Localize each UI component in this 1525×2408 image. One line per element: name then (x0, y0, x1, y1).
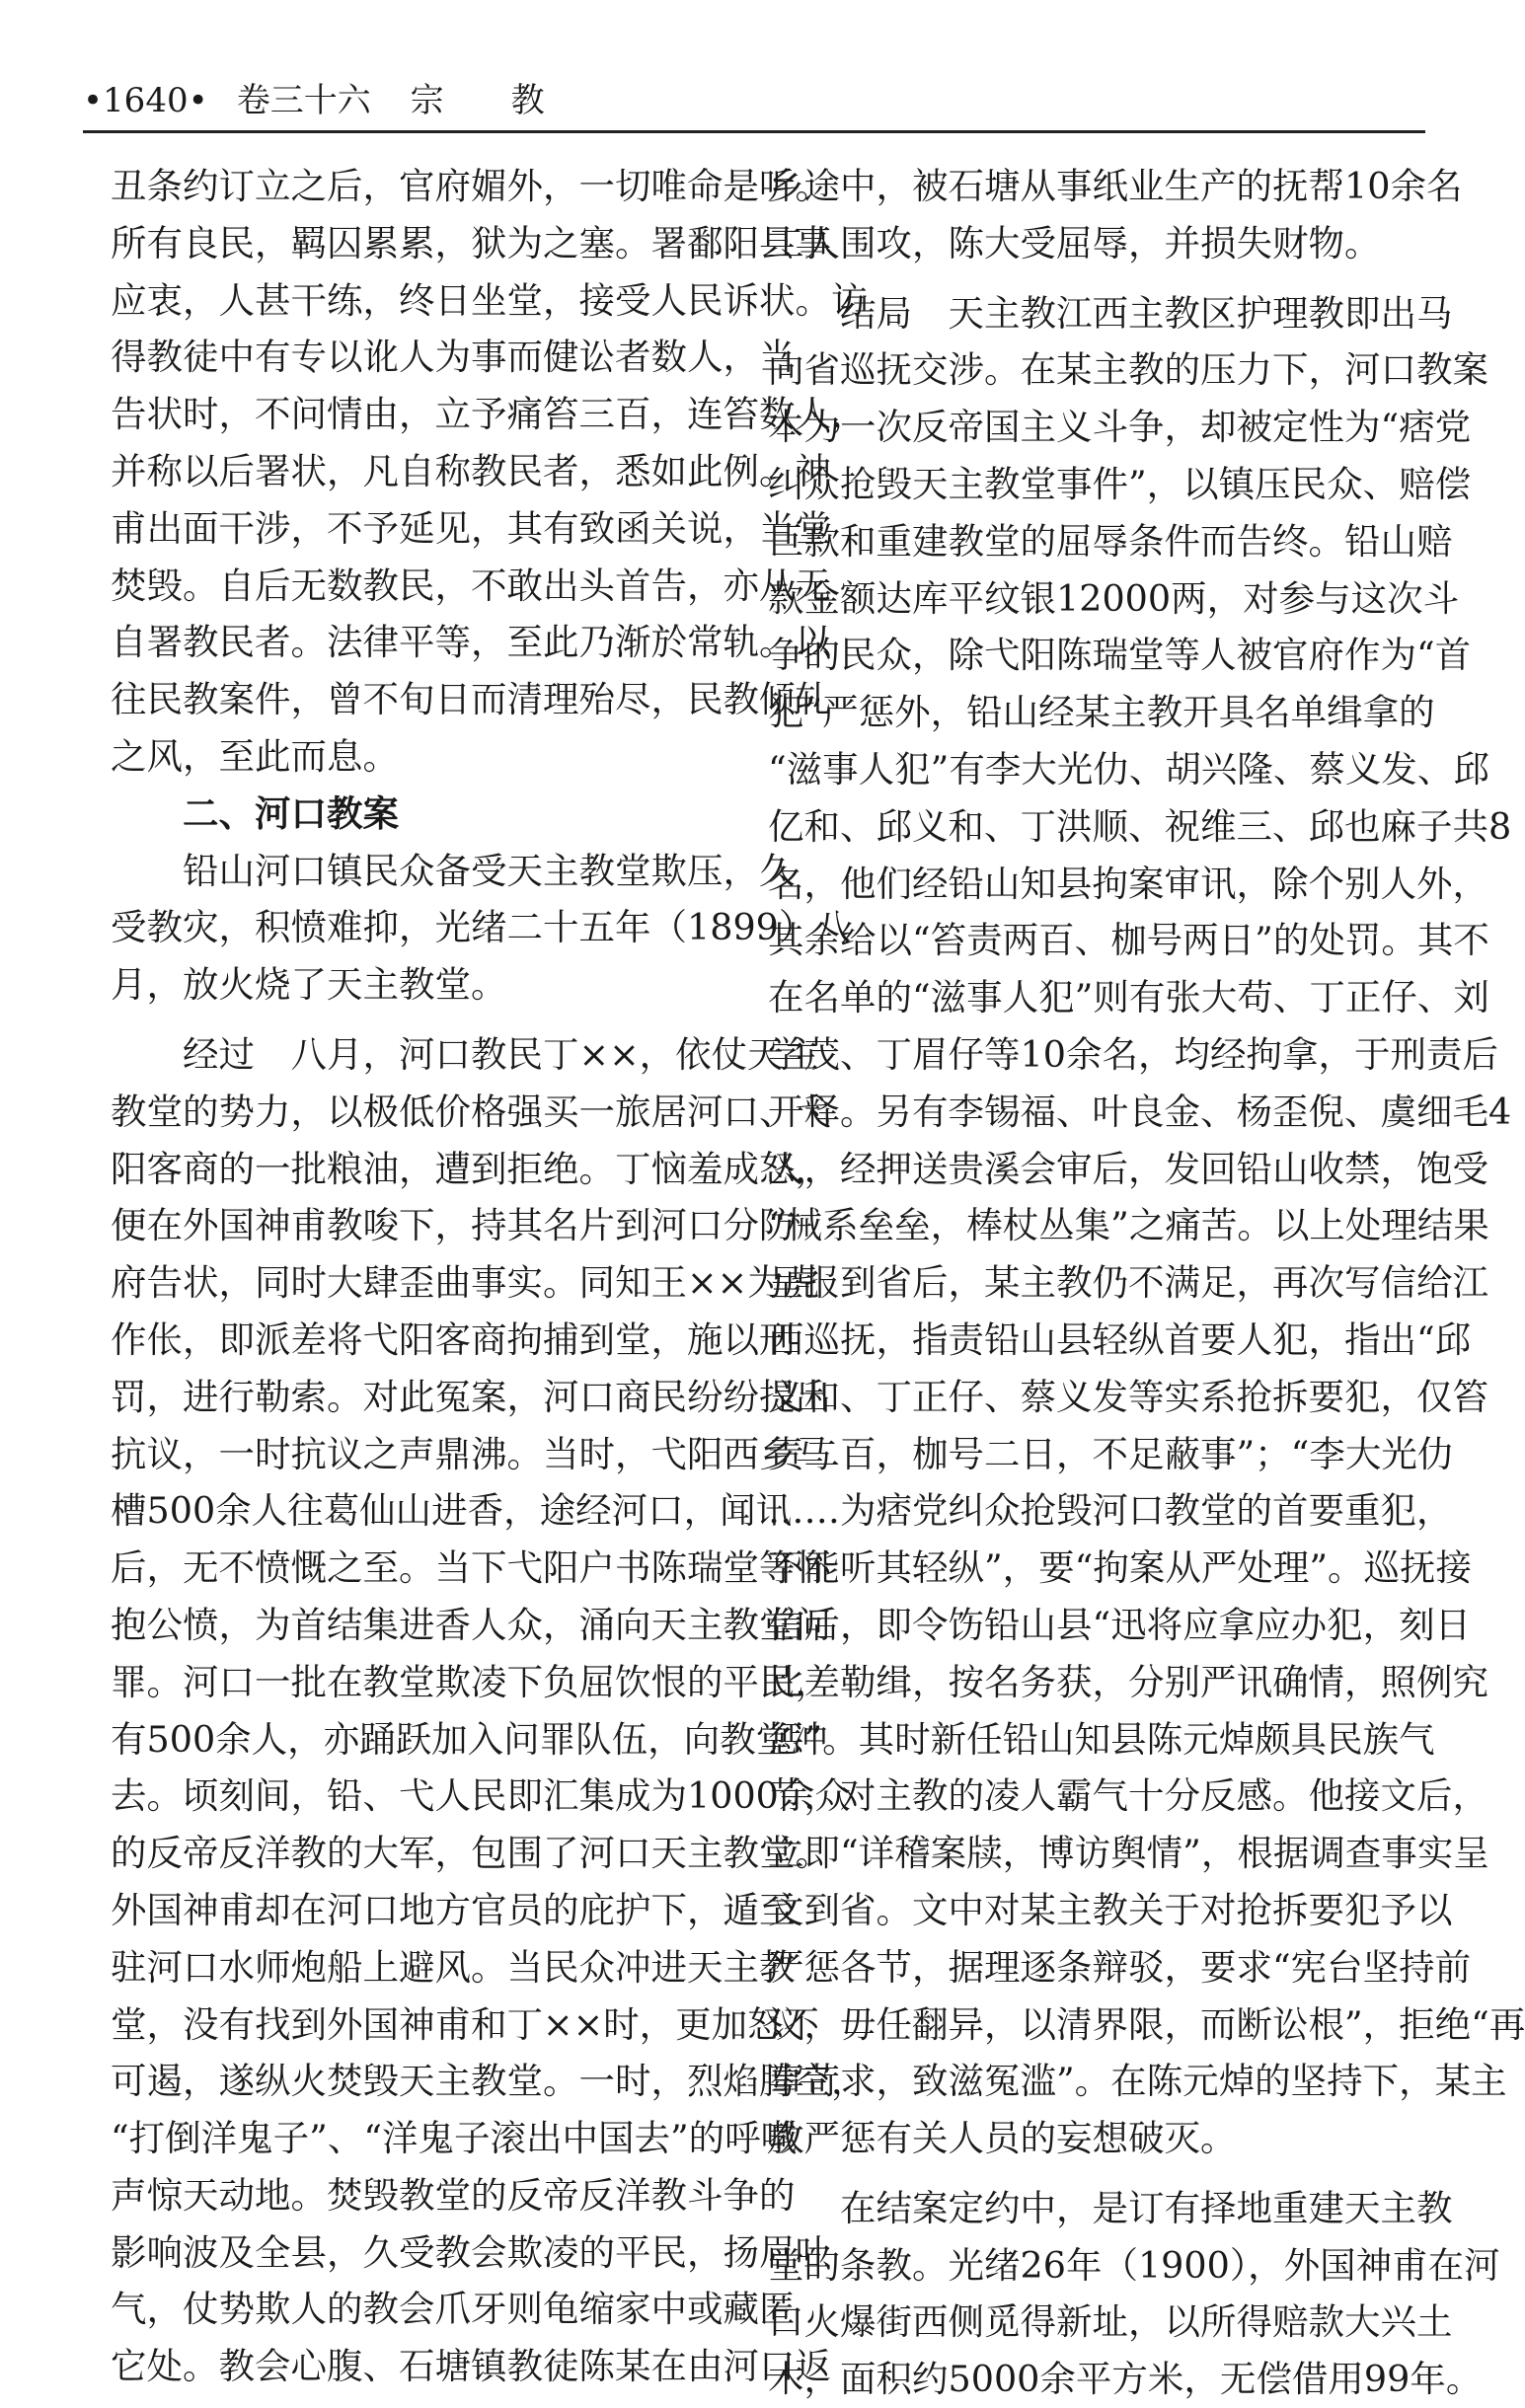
text-line: 阳客商的一批粮油，遭到拒绝。丁恼羞成怒， (111, 1147, 831, 1190)
text-line: 名，他们经铅山知县拘案审讯，除个别人外， (768, 862, 1488, 905)
text-line: 声惊天动地。焚毁教堂的反帝反洋教斗争的 (111, 2173, 796, 2217)
text-line: 便在外国神甫教唆下，持其名片到河口分防 (111, 1204, 796, 1247)
text-line: 在结案定约中，是订有择地重建天主教 (768, 2186, 1453, 2229)
text-line: 影响波及全县，久受教会欺凌的平民，扬眉吐 (111, 2230, 831, 2274)
text-line: 结局 天主教江西主教区护理教即出马 (768, 291, 1453, 335)
text-line: 受教灾，积愤难抑，光绪二十五年（1899）八 (111, 906, 851, 949)
paragraph-gap (111, 1014, 713, 1026)
text-line: 外国神甫却在河口地方官员的庇护下，遁至 (111, 1888, 796, 1931)
page-header (83, 71, 1425, 130)
text-line: 往民教案件，曾不旬日而清理殆尽，民教倾轧 (111, 678, 831, 721)
paragraph-gap (768, 2167, 1370, 2180)
text-line: “滋事人犯”有李大光仂、胡兴隆、蔡义发、邱 (768, 747, 1489, 790)
text-line: 作伥，即派差将弋阳客商拘捕到堂，施以刑 (111, 1317, 796, 1361)
text-line: 西巡抚，指责铅山县轻纵首要人犯，指出“邱 (768, 1317, 1472, 1361)
text-line: 它处。教会心腹、石塘镇教徒陈某在由河口返 (111, 2345, 831, 2388)
text-line: 教严惩有关人员的妄想破灭。 (768, 2117, 1237, 2160)
text-line: 之风，至此而息。 (111, 734, 399, 778)
text-line: 款金额达库平纹银12000两，对参与这次斗 (768, 576, 1460, 620)
section-heading: 二、河口教案 (111, 791, 399, 835)
text-line: 经过 八月，河口教民丁××，依仗天主 (111, 1032, 820, 1076)
text-line: 罚，进行勒索。对此冤案，河口商民纷纷提出 (111, 1375, 831, 1418)
text-line: 事苛求，致滋冤滥”。在陈元焯的坚持下，某主 (768, 2060, 1507, 2103)
text-line: 抱公愤，为首结集进香人众，涌向天主教堂问 (111, 1603, 831, 1646)
volume-label: 卷三十六 (236, 81, 371, 120)
text-line: 木，面积约5000余平方米，无偿借用99年。 (768, 2358, 1483, 2401)
text-line: 丑条约订立之后，官府媚外，一切唯命是听。 (111, 165, 831, 207)
text-line: 义和、丁正仔、蔡义发等实系抢拆要犯，仅笞 (768, 1375, 1488, 1418)
text-line: ……为痞党纠众抢毁河口教堂的首要重犯， (768, 1489, 1453, 1533)
text-line: 其余给以“笞责两百、枷号两日”的处罚。其不 (768, 919, 1489, 962)
text-line: 堂的条教。光绪26年（1900），外国神甫在河 (768, 2243, 1500, 2287)
text-line: 在名单的“滋事人犯”则有张大苟、丁正仔、刘 (768, 976, 1489, 1019)
text-line: 节，对主教的凌人霸气十分反感。他接文后， (768, 1774, 1488, 1818)
text-line: 工人围攻，陈大受屈辱，并损失财物。 (768, 221, 1381, 264)
text-line: 甫出面干涉，不予延见，其有致函关说，当堂 (111, 506, 831, 550)
text-line: 告状时，不问情由，立予痛笞三百，连笞数人， (111, 393, 868, 436)
left-column (111, 158, 868, 2388)
text-line: 犯”严惩外，铅山经某主教开具名单缉拿的 (768, 691, 1435, 734)
text-line: 本为一次反帝国主义斗争，却被定性为“痞党 (768, 406, 1472, 449)
text-line: 的反帝反洋教的大军，包围了河口天主教堂。 (111, 1832, 831, 1875)
text-line: 严惩各节，据理逐条辩驳，要求“宪台坚持前 (768, 1945, 1472, 1989)
text-line: 向省巡抚交涉。在某主教的压力下，河口教案 (768, 348, 1488, 392)
text-line: 府告状，同时大肆歪曲事实。同知王××为虎 (111, 1261, 820, 1305)
text-line: 堂，没有找到外国神甫和丁××时，更加怒不 (111, 2002, 820, 2046)
text-line: 罪。河口一批在教堂欺凌下负屈饮恨的平民， (111, 1660, 831, 1703)
text-line: 乡途中，被石塘从事纸业生产的抚帮10余名 (768, 165, 1463, 207)
text-line: “械系垒垒，棒杖丛集”之痛苦。以上处理结果 (768, 1204, 1489, 1247)
text-line: 争的民众，除弋阳陈瑞堂等人被官府作为“首 (768, 634, 1472, 677)
text-line: 巨款和重建教堂的屈辱条件而告终。铅山赔 (768, 519, 1453, 563)
text-line: 铅山河口镇民众备受天主教堂欺压，久 (111, 849, 796, 892)
text-line: 惩”。其时新任铅山知县陈元焯颇具民族气 (768, 1717, 1435, 1761)
text-line: 教堂的势力，以极低价格强买一旅居河口、弋 (111, 1090, 831, 1133)
text-line: 可遏，遂纵火焚毁天主教堂。一时，烈焰腾空， (111, 2060, 868, 2103)
text-line: 文到省。文中对某主教关于对抢拆要犯予以 (768, 1888, 1453, 1931)
text-line: 气，仗势欺人的教会爪牙则龟缩家中或藏匿 (111, 2288, 796, 2331)
text-line: 焚毁。自后无数教民，不敢出头首告，亦从无 (111, 564, 831, 607)
text-line: 有500余人，亦踊跃加入问罪队伍，向教堂冲 (111, 1717, 828, 1761)
text-line: 口火爆街西侧觅得新址，以所得赔款大兴土 (768, 2300, 1453, 2344)
text-line: 呈报到省后，某主教仍不满足，再次写信给江 (768, 1261, 1488, 1305)
text-line: 应衷，人甚干练，终日坐堂，接受人民诉状。访 (111, 278, 868, 322)
header-rule (83, 130, 1425, 133)
text-line: “打倒洋鬼子”、“洋鬼子滚出中国去”的呼喊 (111, 2117, 798, 2160)
text-line: 比差勒缉，按名务获，分别严讯确情，照例究 (768, 1660, 1488, 1703)
text-line: 去。顷刻间，铅、弋人民即汇集成为1000余众 (111, 1774, 851, 1818)
paragraph-gap (768, 272, 1370, 285)
text-line: 驻河口水师炮船上避风。当民众冲进天主教 (111, 1945, 796, 1989)
text-line: 所有良民，羁囚累累，狱为之塞。署鄱阳县事 (111, 221, 831, 264)
text-line: 槽500余人往葛仙山进香，途经河口，闻讯 (111, 1489, 793, 1533)
section-label: 宗 教 (410, 81, 545, 120)
text-line: 月，放火烧了天主教堂。 (111, 963, 507, 1007)
right-column (768, 158, 1525, 2401)
text-line: 责二百，枷号二日，不足蔽事”；“李大光仂 (768, 1432, 1454, 1475)
text-line: 后，无不愤慨之至。当下弋阳户书陈瑞堂等怀 (111, 1546, 831, 1590)
text-line: 亿和、邱义和、丁洪顺、祝维三、邱也麻子共8 (768, 804, 1512, 848)
text-line: 不能听其轻纵”，要“拘案从严处理”。巡抚接 (768, 1546, 1472, 1590)
text-line: 抗议，一时抗议之声鼎沸。当时，弋阳西乡马 (111, 1432, 831, 1475)
text-line: 学茂、丁眉仔等10余名，均经拘拿，于刑责后 (768, 1032, 1498, 1076)
text-line: 人，经押送贵溪会审后，发回铅山收禁，饱受 (768, 1147, 1488, 1190)
text-line: 开释。另有李锡福、叶良金、杨歪倪、虞细毛4 (768, 1090, 1512, 1133)
text-line: 议，毋任翻异，以清界限，而断讼根”，拒绝“再 (768, 2002, 1525, 2046)
text-line: 并称以后署状，凡自称教民者，悉如此例。神 (111, 449, 831, 492)
page-number: •1640• (83, 81, 208, 120)
text-line: 纠众抢毁天主教堂事件”，以镇压民众、赔偿 (768, 462, 1472, 505)
text-line: 信后，即令饬铅山县“迅将应拿应办犯，刻日 (768, 1603, 1472, 1646)
text-line: 自署教民者。法律平等，至此乃渐於常轨。以 (111, 621, 831, 664)
text-line: 得教徒中有专以讹人为事而健讼者数人，当 (111, 336, 796, 379)
text-line: 立即“详稽案牍，博访舆情”，根据调查事实呈 (768, 1832, 1489, 1875)
